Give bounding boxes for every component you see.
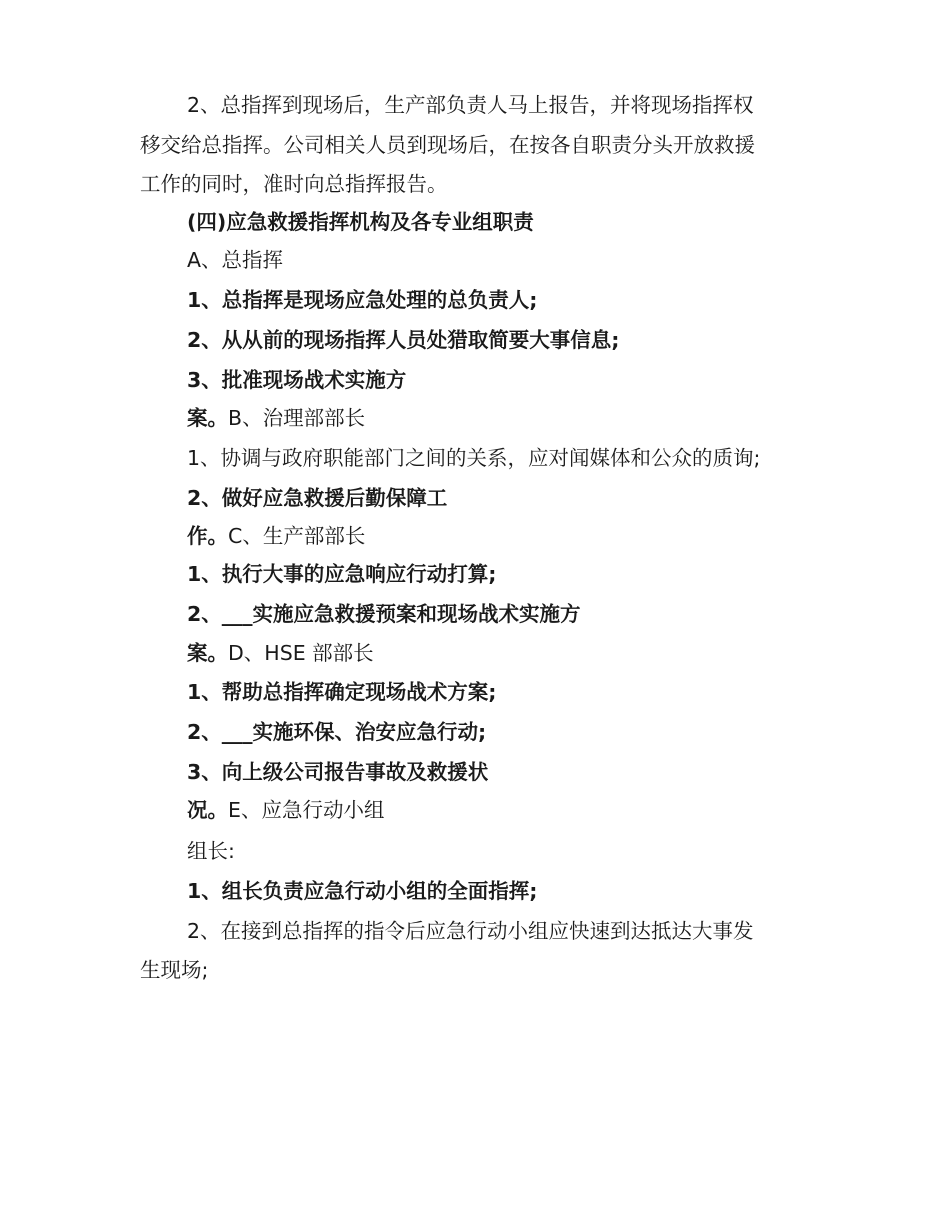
duty-item-end: 况。 [187, 798, 228, 822]
duty-item: 1、组长负责应急行动小组的全面指挥; [187, 879, 538, 903]
paragraph-line: 工作的同时，准时向总指挥报告。 [140, 172, 448, 196]
duty-item: 3、批准现场战术实施方 [187, 368, 407, 392]
duty-item: 1、总指挥是现场应急处理的总负责人; [187, 288, 538, 312]
duty-item: 1、协调与政府职能部门之间的关系，应对闻媒体和公众的质询; [187, 446, 761, 470]
duty-item: 1、执行大事的应急响应行动打算; [187, 562, 497, 586]
mixed-line [187, 640, 867, 666]
duty-item: 2、从从前的现场指挥人员处猎取简要大事信息; [187, 328, 620, 352]
duty-item-end: 案。 [187, 641, 228, 665]
duty-item: 2、___实施环保、治安应急行动; [187, 720, 487, 744]
leader-label: 组长: [187, 839, 235, 863]
duty-item: 2、在接到总指挥的指令后应急行动小组应快速到达抵达大事发 [187, 919, 754, 943]
mixed-line [187, 405, 867, 431]
duty-item-end: 作。 [187, 524, 228, 548]
section-heading: (四)应急救援指挥机构及各专业组职责 [187, 210, 534, 234]
duty-item: 3、向上级公司报告事故及救援状 [187, 760, 489, 784]
duty-item: 2、做好应急救援后勤保障工 [187, 486, 448, 510]
subsection-title: A、总指挥 [187, 248, 284, 272]
paragraph-line: 生现场; [140, 958, 209, 982]
mixed-line [187, 797, 867, 823]
duty-item: 2、___实施应急救援预案和现场战术实施方 [187, 602, 581, 626]
subsection-title: B、治理部部长 [228, 406, 366, 430]
duty-item: 1、帮助总指挥确定现场战术方案; [187, 680, 497, 704]
paragraph-line: 移交给总指挥。公司相关人员到现场后，在按各自职责分头开放救援 [140, 133, 755, 157]
duty-item-end: 案。 [187, 406, 228, 430]
mixed-line [187, 523, 867, 549]
subsection-title: E、应急行动小组 [228, 798, 385, 822]
paragraph-line: 2、总指挥到现场后，生产部负责人马上报告，并将现场指挥权 [187, 93, 754, 117]
subsection-title: C、生产部部长 [228, 524, 366, 548]
subsection-title: D、HSE 部部长 [228, 641, 374, 665]
